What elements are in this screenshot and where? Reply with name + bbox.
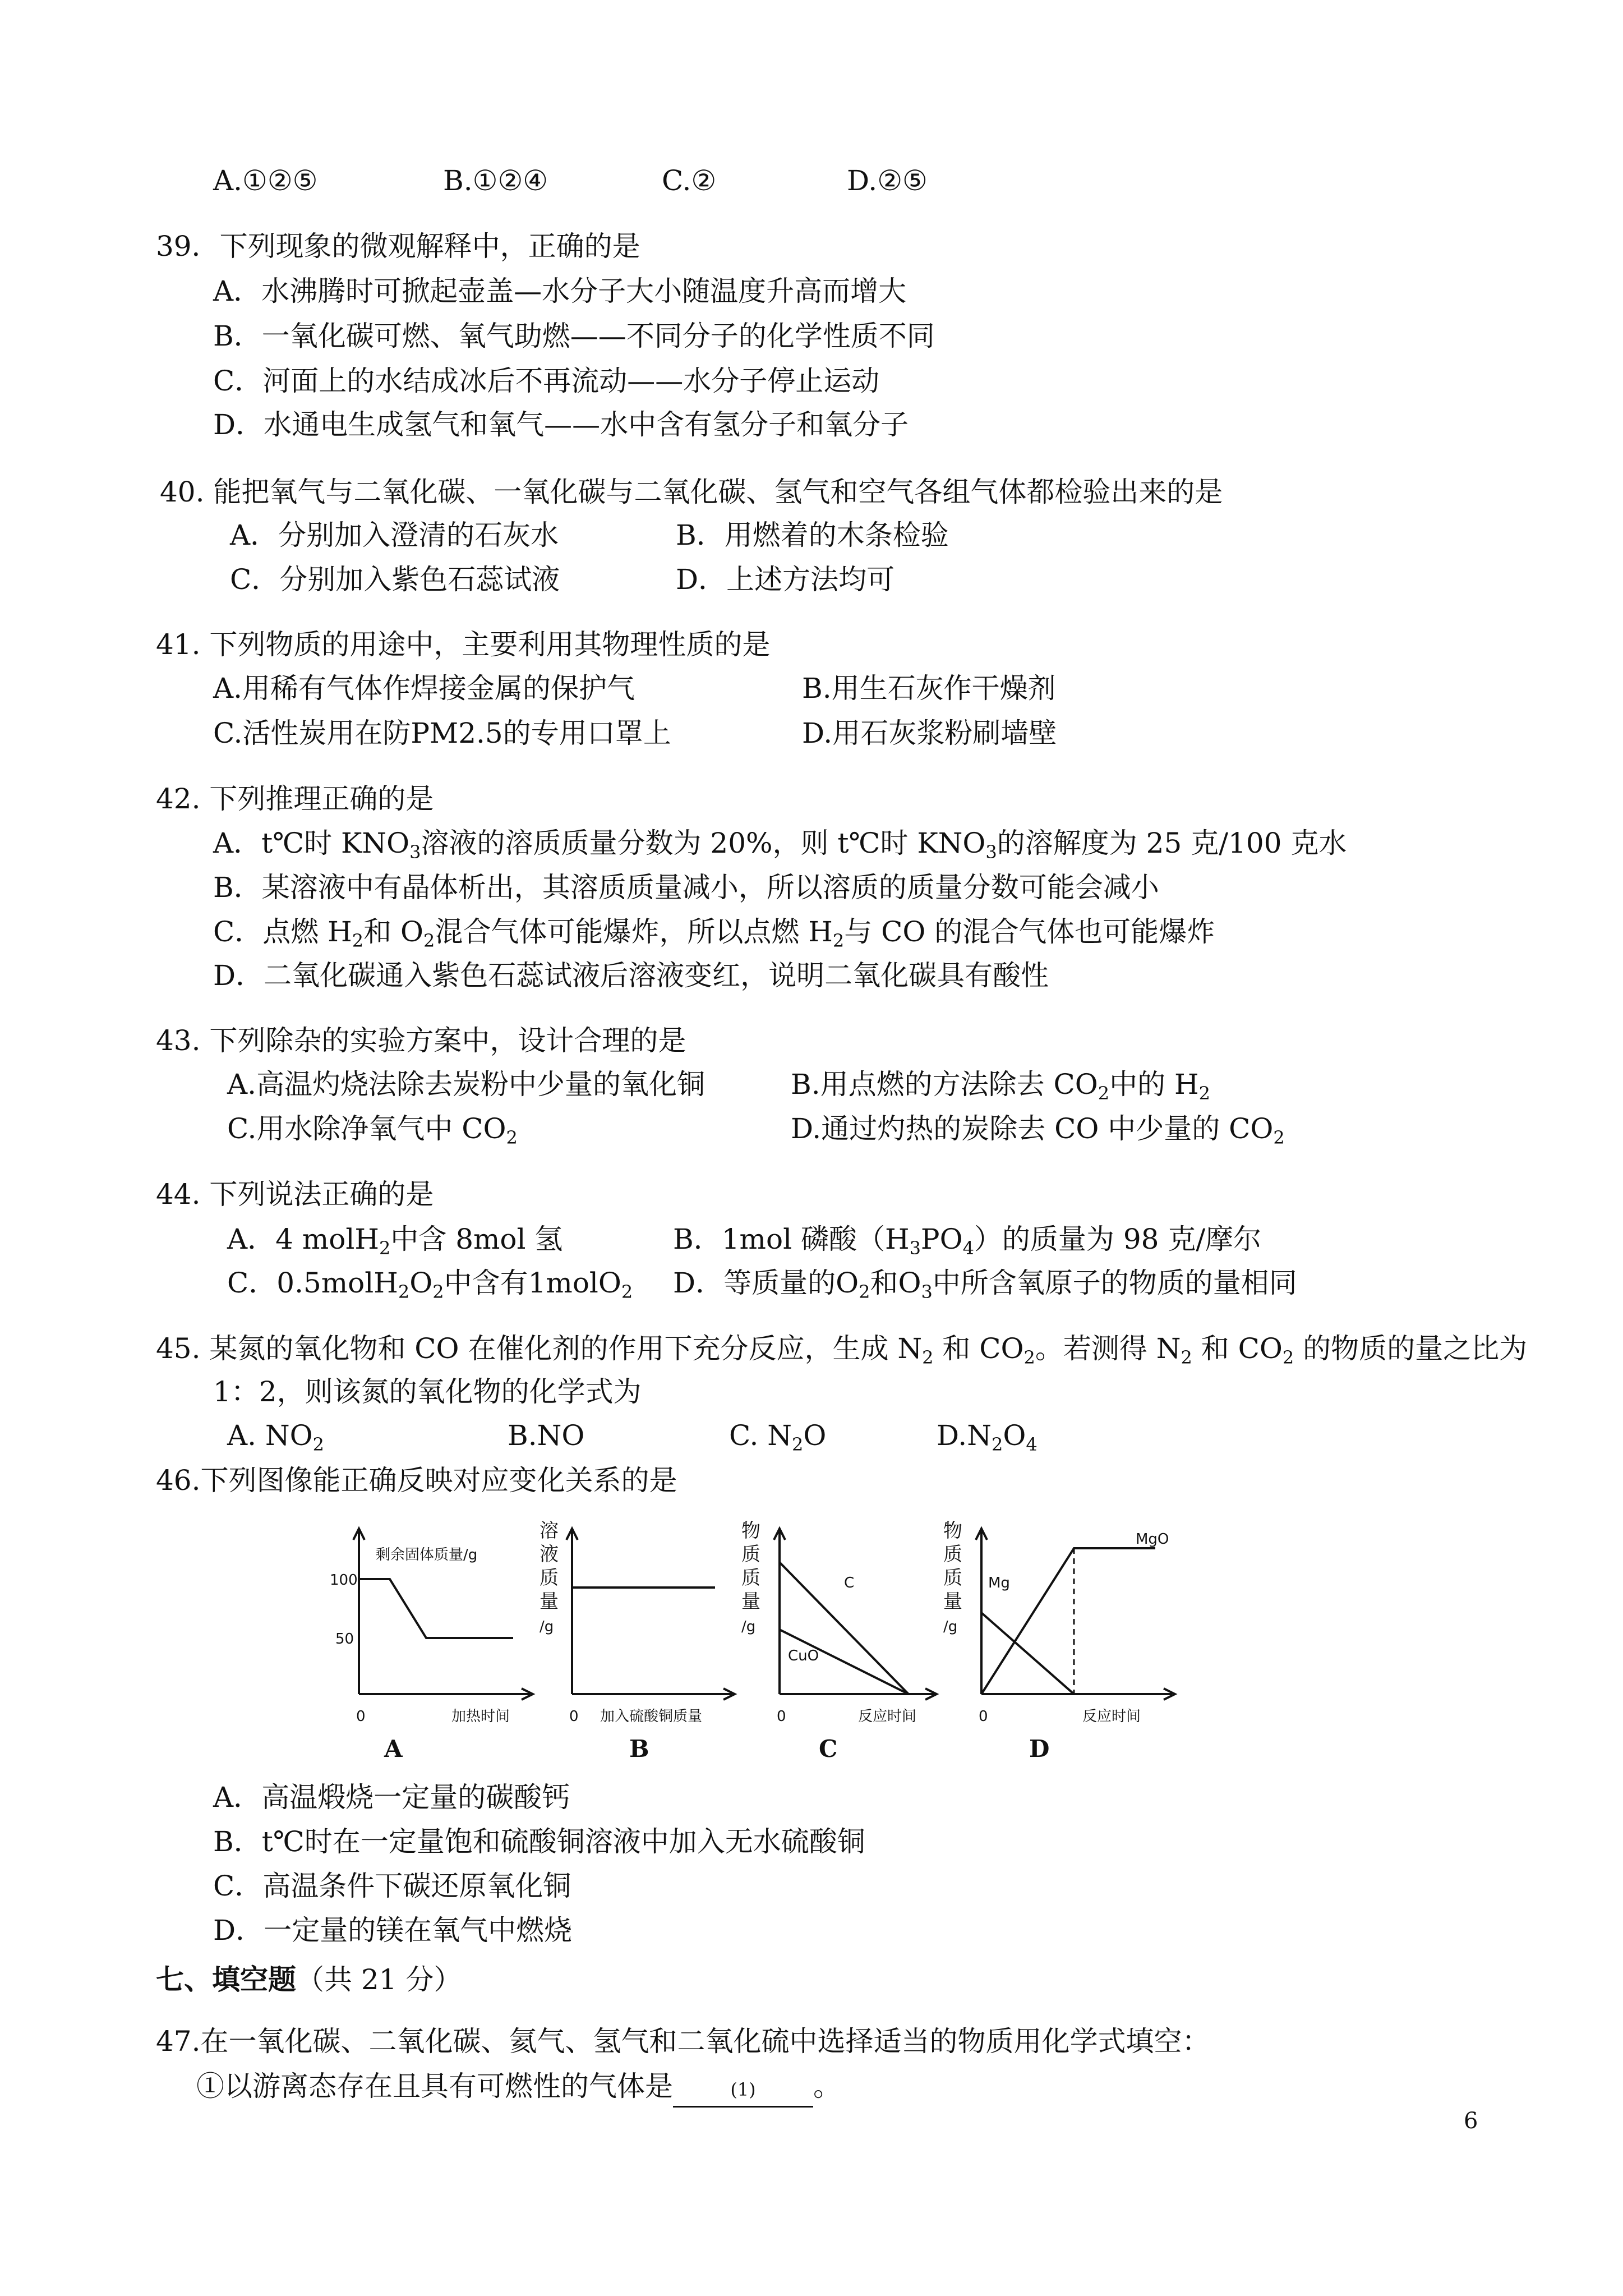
q46-option-c: C．高温条件下碳还原氧化铜: [213, 1870, 571, 1902]
graph-d-xlabel: 反应时间: [1082, 1708, 1141, 1725]
graph-a-letter: A: [384, 1735, 403, 1761]
q45-option-b: B.NO: [508, 1419, 585, 1452]
q40-option-b: B．用燃着的木条检验: [676, 519, 949, 551]
q38-option-b: B.①②④: [443, 164, 548, 197]
graph-a-curve: [359, 1579, 513, 1638]
q44-option-b: B．1mol 磷酸$(H_3PO_4)$的质量为 98 克/摩尔: [673, 1223, 1262, 1259]
page-number: 6: [1464, 2108, 1478, 2134]
q43-option-b: B.用点燃的方法除去 $CO_2$中的 $H_2$: [791, 1068, 1210, 1104]
q41-stem: 41. 下列物质的用途中，主要利用其物理性质的是: [156, 628, 771, 661]
graph-d-ylabel-3: 质: [943, 1567, 962, 1589]
q44-stem: 44. 下列说法正确的是: [156, 1178, 434, 1211]
graph-d-ylabel-1: 物: [943, 1520, 962, 1542]
graph-b: [538, 1509, 740, 1761]
graph-c-label-cuo: CuO: [788, 1648, 819, 1664]
q40-option-a: A．分别加入澄清的石灰水: [230, 519, 559, 551]
q43-option-d: D.通过灼热的炭除去 CO 中少量的 $CO_2$: [791, 1112, 1285, 1148]
q42-option-a: A．t℃时 $KNO_3$溶液的溶质质量分数为 20%，则 t℃时 $KNO_3$的溶解度为 25 克/100 克水: [213, 827, 1347, 863]
graph-b-ylabel-2: 液: [540, 1543, 559, 1566]
q39-stem: 39．下列现象的微观解释中，正确的是: [156, 230, 640, 263]
graph-d-ylabel-4: 量: [943, 1590, 962, 1613]
q44-option-d: D．等质量的$O_2$和$O_3$中所含氧原子的物质的量相同: [673, 1267, 1297, 1303]
graph-c-xlabel: 反应时间: [858, 1708, 917, 1725]
graph-a-origin: 0: [356, 1708, 366, 1725]
q43-stem: 43. 下列除杂的实验方案中，设计合理的是: [156, 1024, 686, 1057]
graph-b-xlabel: 加入硫酸铜质量: [600, 1708, 703, 1725]
q42-option-c: C．点燃 $H_2$和 $O_2$混合气体可能爆炸，所以点燃 $H_2$与 CO 的混合气体也可能爆炸: [213, 915, 1215, 951]
q40-option-c: C．分别加入紫色石蕊试液: [230, 563, 560, 596]
graph-d-series-mgo: [981, 1548, 1155, 1694]
q47-stem: 47.在一氧化碳、二氧化碳、氦气、氢气和二氧化硫中选择适当的物质用化学式填空：: [156, 2025, 1210, 2058]
q43-option-a: A.高温灼烧法除去炭粉中少量的氧化铜: [227, 1068, 706, 1101]
graph-c-letter: C: [819, 1735, 838, 1761]
graph-b-ylabel-4: 量: [540, 1590, 559, 1613]
graph-c-ylabel-3: 质: [741, 1567, 760, 1589]
q41-option-c: C.活性炭用在防PM2.5的专用口罩上: [213, 717, 671, 749]
q46-option-d: D．一定量的镁在氧气中燃烧: [213, 1914, 573, 1947]
section-7-heading: 七、填空题（共 21 分）: [156, 1963, 462, 1996]
q45-stem-line1: 45. 某氮的氧化物和 CO 在催化剂的作用下充分反应，生成 $N_2$ 和 $CO_2$。若测得 $N_2$ 和 $CO_2$ 的物质的量之比为: [156, 1332, 1528, 1368]
q41-option-b: B.用生石灰作干燥剂: [802, 672, 1056, 705]
q47-item-1: ①以游离态存在且具有可燃性的气体是 (1) 。: [196, 2070, 841, 2108]
q47-answer-blank-1[interactable]: (1): [673, 2070, 813, 2108]
graph-d-origin: 0: [979, 1708, 988, 1725]
q46-figures: [314, 1509, 1183, 1761]
graph-b-ylabel-5: /g: [540, 1618, 554, 1635]
q39-option-b: B．一氧化碳可燃、氧气助燃——不同分子的化学性质不同: [213, 320, 935, 352]
q45-option-d: $D.N_2O_4$: [937, 1419, 1038, 1455]
graph-c-ylabel-1: 物: [741, 1520, 760, 1542]
graph-d: [942, 1509, 1183, 1761]
q46-stem: 46.下列图像能正确反映对应变化关系的是: [156, 1464, 677, 1497]
graph-a-ylabel: 剩余固体质量/g: [376, 1547, 478, 1563]
graph-a-xlabel: 加热时间: [451, 1708, 510, 1725]
graph-c: [740, 1509, 942, 1761]
graph-d-ylabel-2: 质: [943, 1543, 962, 1566]
q45-option-c: C. $N_2O$: [729, 1419, 827, 1455]
q40-stem: 40. 能把氧气与二氧化碳、一氧化碳与二氧化碳、氢气和空气各组气体都检验出来的是: [160, 476, 1223, 508]
q39-option-d: D．水通电生成氢气和氧气——水中含有氢分子和氧分子: [213, 408, 909, 441]
graph-b-origin: 0: [569, 1708, 579, 1725]
q41-option-d: D.用石灰浆粉刷墙壁: [802, 717, 1057, 749]
graph-c-origin: 0: [777, 1708, 786, 1725]
q39-option-c: C．河面上的水结成冰后不再流动——水分子停止运动: [213, 365, 880, 397]
q39-option-a: A．水沸腾时可掀起壶盖—水分子大小随温度升高而增大: [213, 275, 907, 307]
q44-option-a: A．4 molH$_2$中含 8mol 氢: [227, 1223, 563, 1259]
q45-option-a: A. $NO_2$: [227, 1419, 324, 1455]
q38-option-a: A.①②⑤: [213, 164, 318, 197]
graph-b-letter: B: [629, 1735, 649, 1761]
graph-c-ylabel-2: 质: [741, 1543, 760, 1566]
q42-option-d: D．二氧化碳通入紫色石蕊试液后溶液变红，说明二氧化碳具有酸性: [213, 959, 1049, 992]
graph-a-tick-50: 50: [335, 1631, 354, 1648]
q42-option-b: B．某溶液中有晶体析出，其溶质质量减小，所以溶质的质量分数可能会减小: [213, 871, 1159, 904]
q46-option-b: B．t℃时在一定量饱和硫酸铜溶液中加入无水硫酸铜: [213, 1825, 865, 1858]
graph-b-ylabel-1: 溶: [540, 1520, 559, 1542]
graph-c-label-c: C: [844, 1575, 855, 1591]
graph-a: [314, 1509, 538, 1761]
graph-d-series-mg: [981, 1613, 1074, 1694]
q46-option-a: A．高温煅烧一定量的碳酸钙: [213, 1781, 570, 1814]
q43-option-c: C.用水除净氧气中 $CO_2$: [227, 1112, 518, 1148]
q42-stem: 42. 下列推理正确的是: [156, 783, 434, 815]
graph-d-letter: D: [1029, 1735, 1050, 1761]
q40-option-d: D．上述方法均可: [676, 563, 895, 596]
q38-option-c: C.②: [662, 164, 717, 197]
graph-a-tick-100: 100: [330, 1572, 358, 1589]
q45-stem-line2: 1：2，则该氮的氧化物的化学式为: [213, 1375, 642, 1408]
q44-option-c: C．$0.5molH_2O_2$中含有1molO$_2$: [227, 1267, 633, 1303]
graph-d-ylabel-5: /g: [943, 1618, 958, 1635]
q41-option-a: A.用稀有气体作焊接金属的保护气: [213, 672, 635, 705]
graph-c-ylabel-5: /g: [741, 1618, 756, 1635]
graph-d-label-mgo: MgO: [1136, 1531, 1169, 1548]
graph-c-ylabel-4: 量: [741, 1590, 760, 1613]
graph-b-ylabel-3: 质: [540, 1567, 559, 1589]
graph-d-label-mg: Mg: [988, 1575, 1010, 1591]
q38-option-d: D.②⑤: [847, 164, 928, 197]
